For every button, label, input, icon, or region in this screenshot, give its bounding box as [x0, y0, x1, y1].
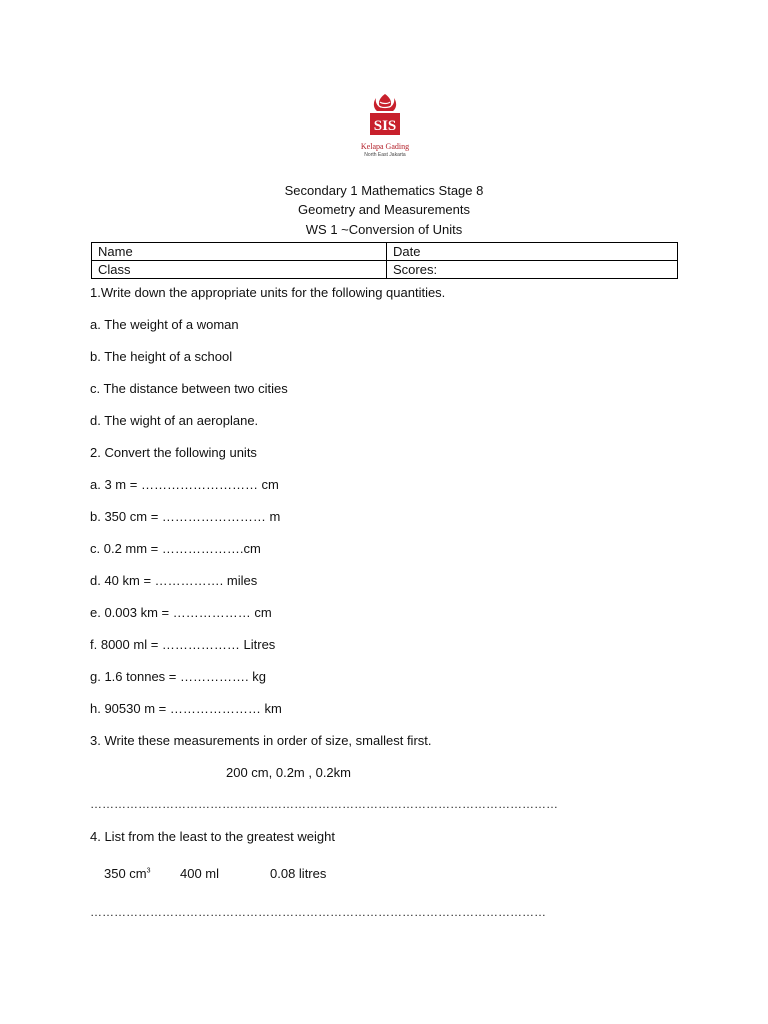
sis-crest-icon: [367, 92, 403, 140]
question-3-answer-line[interactable]: ………………………………………………………………………………………………………: [90, 797, 558, 811]
question-1d: d. The wight of an aeroplane.: [90, 413, 259, 428]
item-1-value: 350 cm: [104, 866, 147, 881]
table-row: [92, 243, 678, 261]
question-1-prompt: 1.Write down the appropriate units for the following quantities.: [90, 285, 446, 300]
class-cell[interactable]: Class: [92, 261, 387, 279]
question-1b: b. The height of a school: [90, 349, 233, 364]
question-2b: b. 350 cm = …………………… m: [90, 509, 281, 524]
question-2a: a. 3 m = ……………………… cm: [90, 477, 279, 492]
question-2c: c. 0.2 mm = ……………….cm: [90, 541, 261, 556]
question-2g: g. 1.6 tonnes = ……………. kg: [90, 669, 266, 684]
question-2f: f. 8000 ml = ……………… Litres: [90, 637, 276, 652]
question-2e: e. 0.003 km = ……………… cm: [90, 605, 272, 620]
question-4-answer-line[interactable]: ……………………………………………………………………………………………………: [90, 905, 546, 919]
worksheet-course-title: Secondary 1 Mathematics Stage 8: [284, 183, 484, 198]
name-cell[interactable]: Name: [92, 243, 387, 261]
logo-text: SIS: [373, 118, 397, 134]
question-2-prompt: 2. Convert the following units: [90, 445, 257, 460]
question-2h: h. 90530 m = ………………… km: [90, 701, 282, 716]
worksheet-number-title: WS 1 ~Conversion of Units: [305, 222, 463, 237]
worksheet-topic-title: Geometry and Measurements: [298, 202, 470, 217]
question-3-values: 200 cm, 0.2m , 0.2km: [226, 765, 351, 780]
school-logo: [350, 92, 420, 172]
question-4-item-3: 0.08 litres: [270, 866, 327, 881]
table-row: [92, 261, 678, 279]
question-2d: d. 40 km = ……………. miles: [90, 573, 258, 588]
question-1a: a. The weight of a woman: [90, 317, 239, 332]
question-4-item-1: [104, 866, 151, 881]
item-1-superscript: 3: [146, 867, 151, 875]
question-3-prompt: 3. Write these measurements in order of size, smallest first.: [90, 733, 432, 748]
scores-cell[interactable]: Scores:: [387, 261, 678, 279]
date-cell[interactable]: Date: [387, 243, 678, 261]
question-4-prompt: 4. List from the least to the greatest weight: [90, 829, 335, 844]
logo-location: Kelapa Gading: [360, 142, 410, 151]
student-info-table: [91, 242, 678, 279]
logo-sublocation: North East Jakarta: [364, 152, 406, 158]
question-4-item-2: 400 ml: [180, 866, 220, 881]
question-1c: c. The distance between two cities: [90, 381, 288, 396]
